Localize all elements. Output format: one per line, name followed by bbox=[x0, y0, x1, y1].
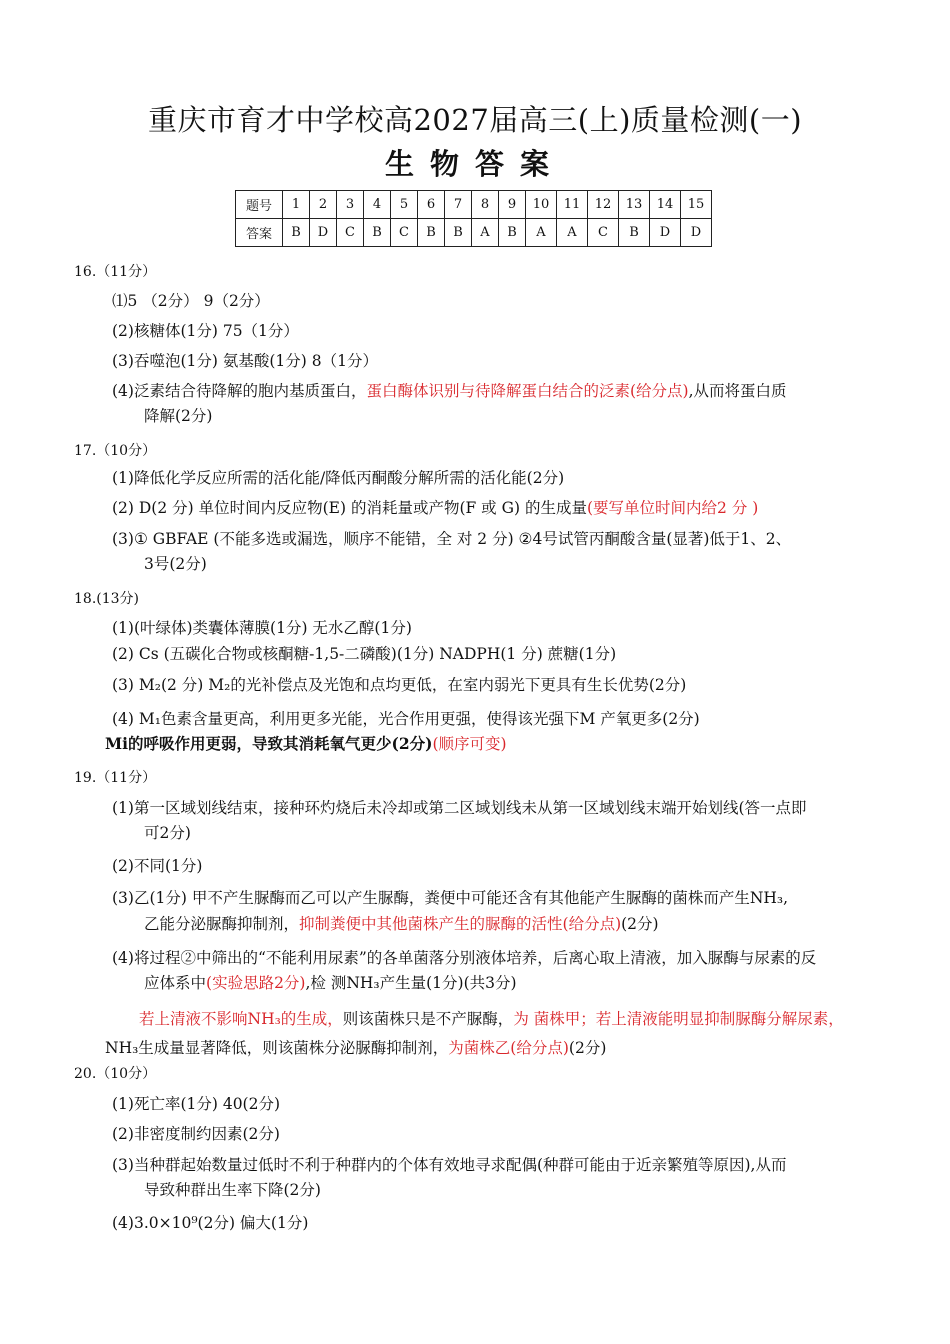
answer-line bbox=[112, 379, 787, 401]
table-cell: D bbox=[650, 219, 681, 247]
table-cell: B bbox=[499, 219, 526, 247]
answer-line: (2)核糖体(1分) 75（1分） bbox=[112, 322, 299, 340]
answer-line bbox=[139, 1007, 844, 1029]
answer-line: (3)吞噬泡(1分) 氨基酸(1分) 8（1分） bbox=[112, 352, 378, 370]
question-20-heading: 20.（10分） bbox=[74, 1066, 157, 1082]
table-cell: C bbox=[391, 219, 418, 247]
question-16-heading: 16.（11分） bbox=[74, 264, 157, 280]
answer-table bbox=[235, 190, 712, 247]
answer-line bbox=[144, 912, 659, 934]
answer-line: (3) M₂(2 分) M₂的光补偿点及光饱和点均更低，在室内弱光下更具有生长优势(2分) bbox=[112, 676, 687, 694]
scoring-note: (顺序可变) bbox=[432, 735, 507, 753]
answer-line: (1)降低化学反应所需的活化能/降低丙酮酸分解所需的活化能(2分) bbox=[112, 469, 565, 487]
answer-line: (2)不同(1分) bbox=[112, 857, 203, 875]
table-cell: B bbox=[364, 219, 391, 247]
table-cell: 11 bbox=[557, 191, 588, 219]
table-cell: A bbox=[526, 219, 557, 247]
scoring-note: (实验思路2分) bbox=[206, 974, 306, 992]
scoring-note: 若上清液不影响NH₃的生成， bbox=[139, 1010, 343, 1028]
scoring-note: 蛋白酶体识别与待降解蛋白结合的泛素(给分点) bbox=[366, 382, 689, 400]
table-cell: 6 bbox=[418, 191, 445, 219]
table-cell: D bbox=[681, 219, 712, 247]
table-row-numbers bbox=[236, 191, 712, 219]
table-cell: A bbox=[472, 219, 499, 247]
page-title: 重庆市育才中学校高2027届高三(上)质量检测(一) bbox=[147, 103, 803, 137]
answer-text: (2) D(2 分) 单位时间内反应物(E) 的消耗量或产物(F 或 G) 的生成量 bbox=[112, 499, 587, 517]
table-cell: 15 bbox=[681, 191, 712, 219]
page-subtitle: 生物答案 bbox=[384, 147, 565, 181]
table-cell: B bbox=[619, 219, 650, 247]
answer-text: 乙能分泌脲酶抑制剂， bbox=[144, 915, 300, 933]
table-cell: B bbox=[418, 219, 445, 247]
table-cell: B bbox=[445, 219, 472, 247]
answer-line: (1)(叶绿体)类囊体薄膜(1分) 无水乙醇(1分) bbox=[112, 619, 412, 637]
table-cell: 7 bbox=[445, 191, 472, 219]
answer-line bbox=[112, 496, 758, 518]
scoring-note: 抑制粪便中其他菌株产生的脲酶的活性(给分点) bbox=[299, 915, 622, 933]
answer-line: (1)死亡率(1分) 40(2分) bbox=[112, 1095, 281, 1113]
table-cell: 10 bbox=[526, 191, 557, 219]
table-cell: B bbox=[283, 219, 310, 247]
table-cell: A bbox=[557, 219, 588, 247]
table-row-label: 答案 bbox=[236, 219, 283, 247]
table-cell: 14 bbox=[650, 191, 681, 219]
scoring-note: 为 菌株甲；若上清液能明显抑制脲酶分解尿素， bbox=[513, 1010, 844, 1028]
table-cell: C bbox=[337, 219, 364, 247]
answer-text: 则该菌株只是不产脲酶， bbox=[342, 1010, 514, 1028]
answer-line: 导致种群出生率下降(2分) bbox=[144, 1181, 321, 1199]
question-19-heading: 19.（11分） bbox=[74, 770, 157, 786]
answer-line: (4)将过程②中筛出的“不能利用尿素”的各单菌落分别液体培养，后离心取上清液，加入脲酶与尿素的反 bbox=[112, 949, 817, 967]
answer-line: ⑴5 （2分） 9（2分） bbox=[112, 292, 270, 310]
table-cell: 3 bbox=[337, 191, 364, 219]
table-cell: 13 bbox=[619, 191, 650, 219]
table-cell: 2 bbox=[310, 191, 337, 219]
answer-line: (2)非密度制约因素(2分) bbox=[112, 1125, 280, 1143]
answer-line: (1)第一区域划线结束，接种环灼烧后未冷却或第二区域划线未从第一区域划线末端开始划线(答一点即 bbox=[112, 799, 807, 817]
question-18-heading: 18.(13分) bbox=[74, 591, 140, 607]
answer-line: (4)3.0×10⁹(2分) 偏大(1分) bbox=[112, 1214, 309, 1232]
table-cell: 5 bbox=[391, 191, 418, 219]
answer-text: 应体系中 bbox=[144, 974, 207, 992]
answer-line: (2) Cs (五碳化合物或核酮糖-1,5-二磷酸)(1分) NADPH(1 分) 蔗糖(1分) bbox=[112, 645, 617, 663]
answer-text: (4)泛素结合待降解的胞内基质蛋白， bbox=[112, 382, 367, 400]
question-17-heading: 17.（10分） bbox=[74, 443, 157, 459]
table-cell: 8 bbox=[472, 191, 499, 219]
answer-line: (4) M₁色素含量更高，利用更多光能，光合作用更强，使得该光强下M 产氧更多(2分) bbox=[112, 710, 700, 728]
table-cell: D bbox=[310, 219, 337, 247]
table-cell: 12 bbox=[588, 191, 619, 219]
answer-line: (3)当种群起始数量过低时不利于种群内的个体有效地寻求配偶(种群可能由于近亲繁殖等原因),从而 bbox=[112, 1156, 787, 1174]
answer-text: ,从而将蛋白质 bbox=[688, 382, 787, 400]
answer-text: ,检 测NH₃产生量(1分)(共3分) bbox=[305, 974, 517, 992]
table-row-label: 题号 bbox=[236, 191, 283, 219]
answer-line: (3)乙(1分) 甲不产生脲酶而乙可以产生脲酶，粪便中可能还含有其他能产生脲酶的菌株而产生NH₃, bbox=[112, 889, 789, 907]
table-cell: 1 bbox=[283, 191, 310, 219]
answer-text: NH₃生成量显著降低，则该菌株分泌脲酶抑制剂， bbox=[105, 1039, 449, 1057]
table-cell: C bbox=[588, 219, 619, 247]
answer-line bbox=[105, 732, 507, 754]
answer-line: (3)① GBFAE (不能多选或漏选，顺序不能错，全 对 2 分) ②4号试管丙酮酸含量(显著)低于1、2、 bbox=[112, 530, 792, 548]
table-cell: 4 bbox=[364, 191, 391, 219]
table-row-answers bbox=[236, 219, 712, 247]
scoring-note: 为菌株乙(给分点) bbox=[448, 1039, 569, 1057]
table-cell: 9 bbox=[499, 191, 526, 219]
answer-line bbox=[144, 971, 517, 993]
answer-line bbox=[105, 1036, 606, 1058]
answer-line: 可2分) bbox=[144, 824, 191, 842]
answer-text: Mi的呼吸作用更弱，导致其消耗氧气更少(2分) bbox=[105, 734, 433, 753]
answer-line: 降解(2分) bbox=[144, 407, 213, 425]
answer-line: 3号(2分) bbox=[144, 555, 207, 573]
answer-text: (2分) bbox=[568, 1039, 607, 1057]
scoring-note: (要写单位时间内给2 分 ) bbox=[586, 499, 759, 517]
answer-text: (2分) bbox=[621, 915, 659, 933]
